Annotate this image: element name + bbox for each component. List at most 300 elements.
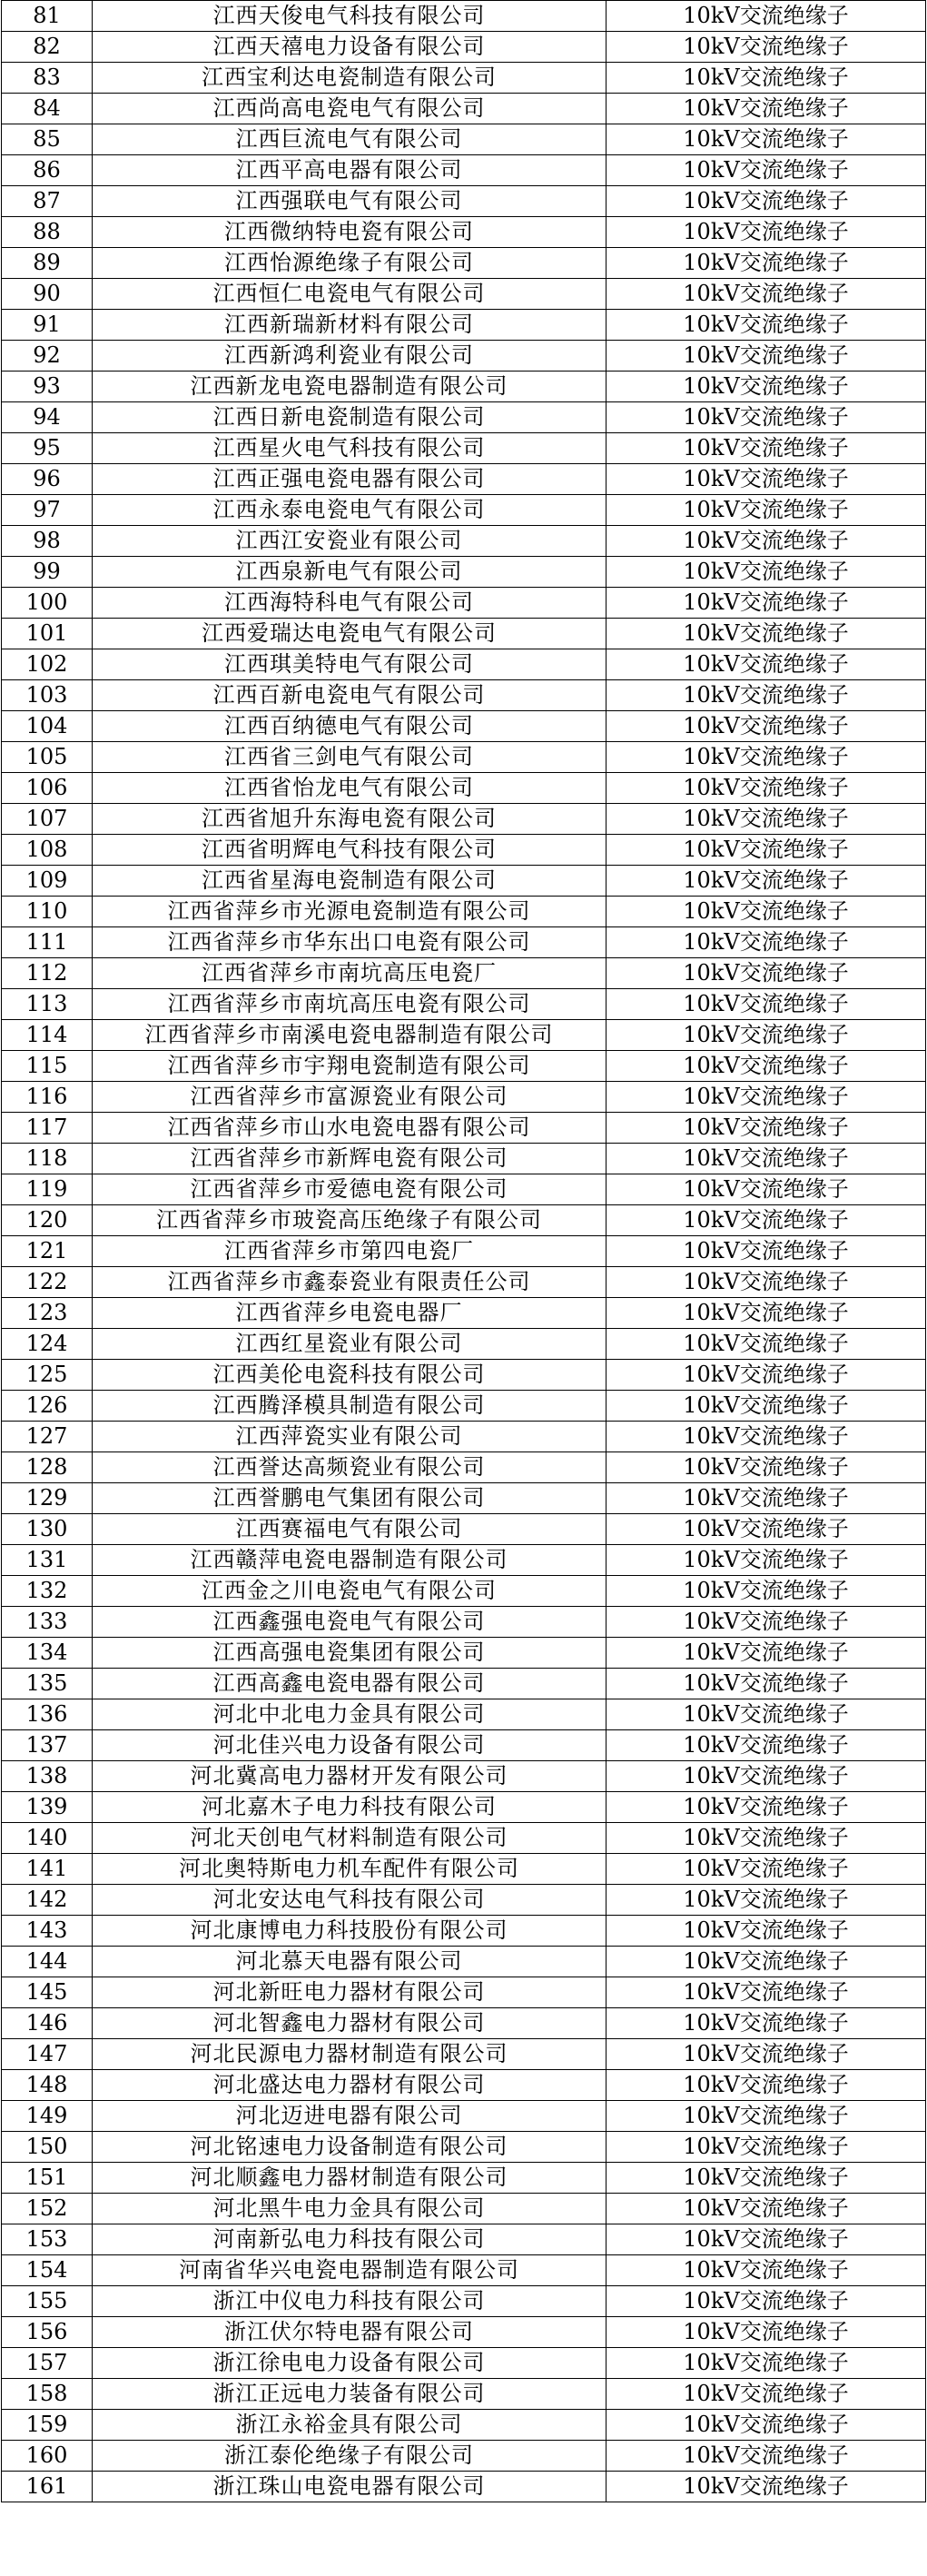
product-type-cell: 10kV交流绝缘子 (606, 433, 926, 464)
company-name-cell: 江西天俊电气科技有限公司 (93, 1, 606, 32)
row-number-cell: 122 (2, 1267, 93, 1298)
product-type-cell: 10kV交流绝缘子 (606, 217, 926, 248)
row-number-cell: 89 (2, 248, 93, 279)
row-number-cell: 152 (2, 2194, 93, 2224)
company-name-cell: 河北佳兴电力设备有限公司 (93, 1730, 606, 1761)
product-type-cell: 10kV交流绝缘子 (606, 1174, 926, 1205)
product-type-cell: 10kV交流绝缘子 (606, 2472, 926, 2502)
company-name-cell: 江西美伦电瓷科技有限公司 (93, 1360, 606, 1391)
table-row (2, 63, 926, 94)
product-type-cell: 10kV交流绝缘子 (606, 1977, 926, 2008)
row-number-cell: 104 (2, 711, 93, 742)
table-row (2, 1422, 926, 1452)
table-row (2, 1051, 926, 1082)
row-number-cell: 151 (2, 2163, 93, 2194)
table-row (2, 2101, 926, 2132)
product-type-cell: 10kV交流绝缘子 (606, 310, 926, 341)
company-name-cell: 江西省萍乡市南坑高压电瓷厂 (93, 958, 606, 989)
table-row (2, 927, 926, 958)
table-row (2, 433, 926, 464)
product-type-cell: 10kV交流绝缘子 (606, 897, 926, 927)
row-number-cell: 145 (2, 1977, 93, 2008)
company-name-cell: 江西平高电器有限公司 (93, 155, 606, 186)
row-number-cell: 88 (2, 217, 93, 248)
table-row (2, 1144, 926, 1174)
row-number-cell: 102 (2, 649, 93, 680)
company-name-cell: 江西高强电瓷集团有限公司 (93, 1638, 606, 1669)
product-type-cell: 10kV交流绝缘子 (606, 866, 926, 897)
row-number-cell: 131 (2, 1545, 93, 1576)
company-name-cell: 江西日新电瓷制造有限公司 (93, 402, 606, 433)
row-number-cell: 143 (2, 1916, 93, 1947)
company-name-cell: 河北中北电力金具有限公司 (93, 1699, 606, 1730)
row-number-cell: 82 (2, 32, 93, 63)
table-row (2, 2410, 926, 2441)
table-row (2, 186, 926, 217)
row-number-cell: 94 (2, 402, 93, 433)
row-number-cell: 103 (2, 680, 93, 711)
company-name-cell: 江西省星海电瓷制造有限公司 (93, 866, 606, 897)
row-number-cell: 132 (2, 1576, 93, 1607)
company-name-cell: 江西红星瓷业有限公司 (93, 1329, 606, 1360)
company-name-cell: 河南省华兴电瓷电器制造有限公司 (93, 2255, 606, 2286)
company-name-cell: 江西泉新电气有限公司 (93, 557, 606, 588)
row-number-cell: 126 (2, 1391, 93, 1422)
company-name-cell: 江西省旭升东海电瓷有限公司 (93, 804, 606, 835)
company-name-cell: 江西正强电瓷电器有限公司 (93, 464, 606, 495)
company-name-cell: 江西天禧电力设备有限公司 (93, 32, 606, 63)
row-number-cell: 139 (2, 1792, 93, 1823)
row-number-cell: 142 (2, 1885, 93, 1916)
product-type-cell: 10kV交流绝缘子 (606, 958, 926, 989)
product-type-cell: 10kV交流绝缘子 (606, 1823, 926, 1854)
product-type-cell: 10kV交流绝缘子 (606, 1051, 926, 1082)
company-name-cell: 江西鑫强电瓷电气有限公司 (93, 1607, 606, 1638)
supplier-table (1, 0, 926, 2502)
company-name-cell: 江西百新电瓷电气有限公司 (93, 680, 606, 711)
row-number-cell: 119 (2, 1174, 93, 1205)
row-number-cell: 141 (2, 1854, 93, 1885)
company-name-cell: 江西省萍乡市光源电瓷制造有限公司 (93, 897, 606, 927)
product-type-cell: 10kV交流绝缘子 (606, 2194, 926, 2224)
company-name-cell: 浙江伏尔特电器有限公司 (93, 2317, 606, 2348)
product-type-cell: 10kV交流绝缘子 (606, 2224, 926, 2255)
company-name-cell: 江西海特科电气有限公司 (93, 588, 606, 619)
company-name-cell: 江西新鸿利瓷业有限公司 (93, 341, 606, 372)
product-type-cell: 10kV交流绝缘子 (606, 2348, 926, 2379)
product-type-cell: 10kV交流绝缘子 (606, 1885, 926, 1916)
row-number-cell: 107 (2, 804, 93, 835)
company-name-cell: 江西强联电气有限公司 (93, 186, 606, 217)
company-name-cell: 江西赛福电气有限公司 (93, 1514, 606, 1545)
row-number-cell: 92 (2, 341, 93, 372)
table-row (2, 310, 926, 341)
product-type-cell: 10kV交流绝缘子 (606, 372, 926, 402)
company-name-cell: 江西省三剑电气有限公司 (93, 742, 606, 773)
company-name-cell: 江西誉鹏电气集团有限公司 (93, 1483, 606, 1514)
table-row (2, 2348, 926, 2379)
product-type-cell: 10kV交流绝缘子 (606, 1947, 926, 1977)
table-row (2, 1669, 926, 1699)
table-row (2, 1947, 926, 1977)
row-number-cell: 137 (2, 1730, 93, 1761)
product-type-cell: 10kV交流绝缘子 (606, 2255, 926, 2286)
company-name-cell: 江西省怡龙电气有限公司 (93, 773, 606, 804)
company-name-cell: 浙江泰伦绝缘子有限公司 (93, 2441, 606, 2472)
row-number-cell: 100 (2, 588, 93, 619)
company-name-cell: 江西微纳特电瓷有限公司 (93, 217, 606, 248)
table-row (2, 1452, 926, 1483)
table-row (2, 2317, 926, 2348)
row-number-cell: 116 (2, 1082, 93, 1113)
table-row (2, 1082, 926, 1113)
row-number-cell: 91 (2, 310, 93, 341)
company-name-cell: 浙江徐电电力设备有限公司 (93, 2348, 606, 2379)
company-name-cell: 江西宝利达电瓷制造有限公司 (93, 63, 606, 94)
product-type-cell: 10kV交流绝缘子 (606, 1422, 926, 1452)
company-name-cell: 浙江永裕金具有限公司 (93, 2410, 606, 2441)
company-name-cell: 江西高鑫电瓷电器有限公司 (93, 1669, 606, 1699)
table-row (2, 1916, 926, 1947)
table-row (2, 1576, 926, 1607)
row-number-cell: 86 (2, 155, 93, 186)
product-type-cell: 10kV交流绝缘子 (606, 1854, 926, 1885)
company-name-cell: 江西省萍乡市南溪电瓷电器制造有限公司 (93, 1020, 606, 1051)
product-type-cell: 10kV交流绝缘子 (606, 2410, 926, 2441)
product-type-cell: 10kV交流绝缘子 (606, 1916, 926, 1947)
row-number-cell: 109 (2, 866, 93, 897)
company-name-cell: 江西省萍乡电瓷电器厂 (93, 1298, 606, 1329)
row-number-cell: 138 (2, 1761, 93, 1792)
company-name-cell: 江西江安瓷业有限公司 (93, 526, 606, 557)
product-type-cell: 10kV交流绝缘子 (606, 1329, 926, 1360)
table-row (2, 94, 926, 124)
row-number-cell: 85 (2, 124, 93, 155)
company-name-cell: 河北安达电气科技有限公司 (93, 1885, 606, 1916)
table-row (2, 1329, 926, 1360)
row-number-cell: 134 (2, 1638, 93, 1669)
product-type-cell: 10kV交流绝缘子 (606, 2101, 926, 2132)
table-row (2, 248, 926, 279)
company-name-cell: 河北智鑫电力器材有限公司 (93, 2008, 606, 2039)
table-row (2, 958, 926, 989)
table-row (2, 1236, 926, 1267)
row-number-cell: 125 (2, 1360, 93, 1391)
row-number-cell: 146 (2, 2008, 93, 2039)
company-name-cell: 河北慕天电器有限公司 (93, 1947, 606, 1977)
company-name-cell: 江西赣萍电瓷电器制造有限公司 (93, 1545, 606, 1576)
table-row (2, 2224, 926, 2255)
product-type-cell: 10kV交流绝缘子 (606, 155, 926, 186)
row-number-cell: 140 (2, 1823, 93, 1854)
row-number-cell: 135 (2, 1669, 93, 1699)
company-name-cell: 江西省萍乡市宇翔电瓷制造有限公司 (93, 1051, 606, 1082)
product-type-cell: 10kV交流绝缘子 (606, 32, 926, 63)
row-number-cell: 106 (2, 773, 93, 804)
table-row (2, 804, 926, 835)
product-type-cell: 10kV交流绝缘子 (606, 2317, 926, 2348)
table-row (2, 124, 926, 155)
row-number-cell: 112 (2, 958, 93, 989)
row-number-cell: 120 (2, 1205, 93, 1236)
row-number-cell: 114 (2, 1020, 93, 1051)
row-number-cell: 154 (2, 2255, 93, 2286)
product-type-cell: 10kV交流绝缘子 (606, 1545, 926, 1576)
table-row (2, 1391, 926, 1422)
table-row (2, 341, 926, 372)
company-name-cell: 江西金之川电瓷电气有限公司 (93, 1576, 606, 1607)
company-name-cell: 江西省萍乡市玻瓷高压绝缘子有限公司 (93, 1205, 606, 1236)
product-type-cell: 10kV交流绝缘子 (606, 402, 926, 433)
table-row (2, 1267, 926, 1298)
company-name-cell: 河北奥特斯电力机车配件有限公司 (93, 1854, 606, 1885)
table-row (2, 1823, 926, 1854)
table-row (2, 1638, 926, 1669)
product-type-cell: 10kV交流绝缘子 (606, 1699, 926, 1730)
table-row (2, 2255, 926, 2286)
table-row (2, 1020, 926, 1051)
product-type-cell: 10kV交流绝缘子 (606, 248, 926, 279)
row-number-cell: 84 (2, 94, 93, 124)
product-type-cell: 10kV交流绝缘子 (606, 588, 926, 619)
product-type-cell: 10kV交流绝缘子 (606, 526, 926, 557)
product-type-cell: 10kV交流绝缘子 (606, 1483, 926, 1514)
company-name-cell: 江西百纳德电气有限公司 (93, 711, 606, 742)
company-name-cell: 浙江珠山电瓷电器有限公司 (93, 2472, 606, 2502)
row-number-cell: 93 (2, 372, 93, 402)
table-row (2, 649, 926, 680)
row-number-cell: 124 (2, 1329, 93, 1360)
company-name-cell: 江西省萍乡市新辉电瓷有限公司 (93, 1144, 606, 1174)
product-type-cell: 10kV交流绝缘子 (606, 1730, 926, 1761)
product-type-cell: 10kV交流绝缘子 (606, 1576, 926, 1607)
product-type-cell: 10kV交流绝缘子 (606, 773, 926, 804)
company-name-cell: 江西星火电气科技有限公司 (93, 433, 606, 464)
row-number-cell: 83 (2, 63, 93, 94)
table-row (2, 619, 926, 649)
product-type-cell: 10kV交流绝缘子 (606, 2163, 926, 2194)
row-number-cell: 90 (2, 279, 93, 310)
table-row (2, 1699, 926, 1730)
row-number-cell: 96 (2, 464, 93, 495)
company-name-cell: 河北嘉木子电力科技有限公司 (93, 1792, 606, 1823)
company-name-cell: 江西新龙电瓷电器制造有限公司 (93, 372, 606, 402)
company-name-cell: 河南新弘电力科技有限公司 (93, 2224, 606, 2255)
row-number-cell: 95 (2, 433, 93, 464)
table-row (2, 1977, 926, 2008)
row-number-cell: 150 (2, 2132, 93, 2163)
row-number-cell: 161 (2, 2472, 93, 2502)
company-name-cell: 河北天创电气材料制造有限公司 (93, 1823, 606, 1854)
row-number-cell: 99 (2, 557, 93, 588)
row-number-cell: 136 (2, 1699, 93, 1730)
row-number-cell: 128 (2, 1452, 93, 1483)
company-name-cell: 江西省明辉电气科技有限公司 (93, 835, 606, 866)
company-name-cell: 河北盛达电力器材有限公司 (93, 2070, 606, 2101)
product-type-cell: 10kV交流绝缘子 (606, 1360, 926, 1391)
row-number-cell: 101 (2, 619, 93, 649)
table-row (2, 1607, 926, 1638)
table-row (2, 1854, 926, 1885)
product-type-cell: 10kV交流绝缘子 (606, 1514, 926, 1545)
row-number-cell: 98 (2, 526, 93, 557)
row-number-cell: 144 (2, 1947, 93, 1977)
table-row (2, 2070, 926, 2101)
row-number-cell: 110 (2, 897, 93, 927)
table-row (2, 588, 926, 619)
product-type-cell: 10kV交流绝缘子 (606, 279, 926, 310)
table-row (2, 1885, 926, 1916)
row-number-cell: 87 (2, 186, 93, 217)
product-type-cell: 10kV交流绝缘子 (606, 804, 926, 835)
table-row (2, 989, 926, 1020)
table-row (2, 1730, 926, 1761)
product-type-cell: 10kV交流绝缘子 (606, 341, 926, 372)
table-row (2, 1298, 926, 1329)
product-type-cell: 10kV交流绝缘子 (606, 2039, 926, 2070)
company-name-cell: 河北顺鑫电力器材制造有限公司 (93, 2163, 606, 2194)
table-row (2, 372, 926, 402)
company-name-cell: 江西怡源绝缘子有限公司 (93, 248, 606, 279)
table-row (2, 557, 926, 588)
table-row (2, 279, 926, 310)
row-number-cell: 108 (2, 835, 93, 866)
company-name-cell: 江西腾泽模具制造有限公司 (93, 1391, 606, 1422)
table-row (2, 742, 926, 773)
product-type-cell: 10kV交流绝缘子 (606, 989, 926, 1020)
table-row (2, 1514, 926, 1545)
company-name-cell: 江西尚高电瓷电气有限公司 (93, 94, 606, 124)
table-row (2, 495, 926, 526)
table-row (2, 402, 926, 433)
product-type-cell: 10kV交流绝缘子 (606, 557, 926, 588)
table-row (2, 866, 926, 897)
table-row (2, 2132, 926, 2163)
product-type-cell: 10kV交流绝缘子 (606, 1144, 926, 1174)
company-name-cell: 江西誉达高频瓷业有限公司 (93, 1452, 606, 1483)
company-name-cell: 江西省萍乡市山水电瓷电器有限公司 (93, 1113, 606, 1144)
product-type-cell: 10kV交流绝缘子 (606, 1298, 926, 1329)
table-row (2, 2286, 926, 2317)
row-number-cell: 115 (2, 1051, 93, 1082)
product-type-cell: 10kV交流绝缘子 (606, 1082, 926, 1113)
product-type-cell: 10kV交流绝缘子 (606, 1761, 926, 1792)
row-number-cell: 133 (2, 1607, 93, 1638)
row-number-cell: 129 (2, 1483, 93, 1514)
product-type-cell: 10kV交流绝缘子 (606, 1236, 926, 1267)
table-row (2, 1174, 926, 1205)
table-row (2, 2163, 926, 2194)
product-type-cell: 10kV交流绝缘子 (606, 464, 926, 495)
row-number-cell: 159 (2, 2410, 93, 2441)
product-type-cell: 10kV交流绝缘子 (606, 63, 926, 94)
table-row (2, 2379, 926, 2410)
company-name-cell: 河北冀高电力器材开发有限公司 (93, 1761, 606, 1792)
product-type-cell: 10kV交流绝缘子 (606, 1452, 926, 1483)
table-row (2, 526, 926, 557)
table-row (2, 773, 926, 804)
table-row (2, 32, 926, 63)
product-type-cell: 10kV交流绝缘子 (606, 1607, 926, 1638)
company-name-cell: 河北新旺电力器材有限公司 (93, 1977, 606, 2008)
row-number-cell: 156 (2, 2317, 93, 2348)
row-number-cell: 113 (2, 989, 93, 1020)
supplier-table-body (2, 1, 926, 2502)
product-type-cell: 10kV交流绝缘子 (606, 186, 926, 217)
product-type-cell: 10kV交流绝缘子 (606, 742, 926, 773)
company-name-cell: 河北康博电力科技股份有限公司 (93, 1916, 606, 1947)
product-type-cell: 10kV交流绝缘子 (606, 1669, 926, 1699)
row-number-cell: 158 (2, 2379, 93, 2410)
row-number-cell: 123 (2, 1298, 93, 1329)
product-type-cell: 10kV交流绝缘子 (606, 2008, 926, 2039)
row-number-cell: 111 (2, 927, 93, 958)
company-name-cell: 江西永泰电瓷电气有限公司 (93, 495, 606, 526)
product-type-cell: 10kV交流绝缘子 (606, 619, 926, 649)
table-row (2, 155, 926, 186)
table-row (2, 2008, 926, 2039)
table-row (2, 2039, 926, 2070)
row-number-cell: 130 (2, 1514, 93, 1545)
product-type-cell: 10kV交流绝缘子 (606, 2286, 926, 2317)
company-name-cell: 江西萍瓷实业有限公司 (93, 1422, 606, 1452)
company-name-cell: 江西省萍乡市爱德电瓷有限公司 (93, 1174, 606, 1205)
table-row (2, 897, 926, 927)
product-type-cell: 10kV交流绝缘子 (606, 649, 926, 680)
product-type-cell: 10kV交流绝缘子 (606, 2441, 926, 2472)
product-type-cell: 10kV交流绝缘子 (606, 124, 926, 155)
product-type-cell: 10kV交流绝缘子 (606, 94, 926, 124)
row-number-cell: 155 (2, 2286, 93, 2317)
product-type-cell: 10kV交流绝缘子 (606, 1113, 926, 1144)
product-type-cell: 10kV交流绝缘子 (606, 1205, 926, 1236)
table-row (2, 2441, 926, 2472)
company-name-cell: 江西新瑞新材料有限公司 (93, 310, 606, 341)
product-type-cell: 10kV交流绝缘子 (606, 680, 926, 711)
row-number-cell: 81 (2, 1, 93, 32)
company-name-cell: 江西琪美特电气有限公司 (93, 649, 606, 680)
product-type-cell: 10kV交流绝缘子 (606, 1391, 926, 1422)
table-row (2, 217, 926, 248)
row-number-cell: 160 (2, 2441, 93, 2472)
company-name-cell: 江西巨流电气有限公司 (93, 124, 606, 155)
company-name-cell: 河北铭速电力设备制造有限公司 (93, 2132, 606, 2163)
company-name-cell: 江西省萍乡市第四电瓷厂 (93, 1236, 606, 1267)
table-row (2, 835, 926, 866)
product-type-cell: 10kV交流绝缘子 (606, 927, 926, 958)
table-row (2, 2194, 926, 2224)
table-row (2, 1205, 926, 1236)
company-name-cell: 江西省萍乡市富源瓷业有限公司 (93, 1082, 606, 1113)
table-row (2, 680, 926, 711)
table-row (2, 1113, 926, 1144)
row-number-cell: 157 (2, 2348, 93, 2379)
product-type-cell: 10kV交流绝缘子 (606, 1020, 926, 1051)
row-number-cell: 118 (2, 1144, 93, 1174)
company-name-cell: 河北民源电力器材制造有限公司 (93, 2039, 606, 2070)
table-row (2, 1, 926, 32)
product-type-cell: 10kV交流绝缘子 (606, 2132, 926, 2163)
company-name-cell: 河北黑牛电力金具有限公司 (93, 2194, 606, 2224)
product-type-cell: 10kV交流绝缘子 (606, 835, 926, 866)
row-number-cell: 153 (2, 2224, 93, 2255)
company-name-cell: 浙江正远电力装备有限公司 (93, 2379, 606, 2410)
company-name-cell: 江西省萍乡市鑫泰瓷业有限责任公司 (93, 1267, 606, 1298)
company-name-cell: 河北迈进电器有限公司 (93, 2101, 606, 2132)
company-name-cell: 江西爱瑞达电瓷电气有限公司 (93, 619, 606, 649)
product-type-cell: 10kV交流绝缘子 (606, 495, 926, 526)
company-name-cell: 浙江中仪电力科技有限公司 (93, 2286, 606, 2317)
